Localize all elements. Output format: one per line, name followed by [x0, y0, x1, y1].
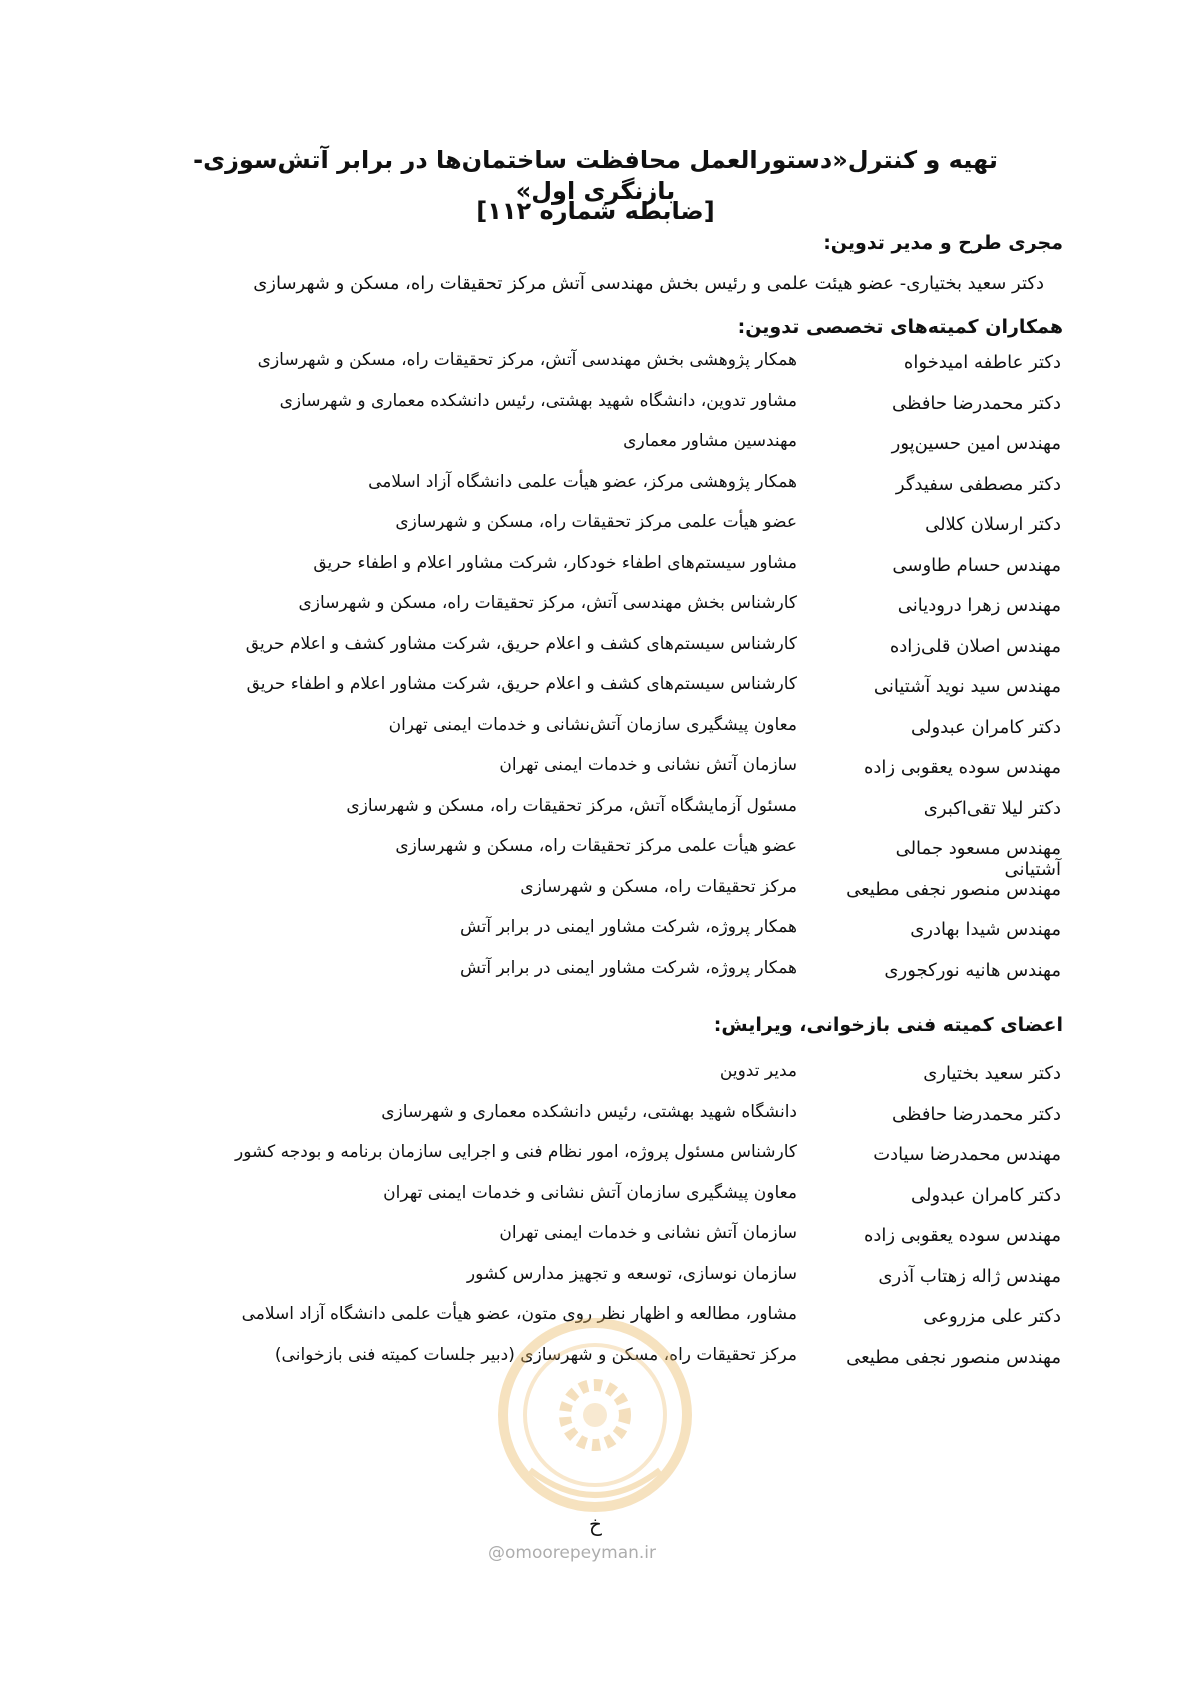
document-title-line1: تهیه و کنترل«دستورالعمل محافظت ساختمان‌ها در برابر آتش‌سوزی-بازنگری اول»: [193, 146, 998, 206]
person-name: مهندس شیدا بهادری: [910, 919, 1061, 940]
person-name: مهندس امین حسین‌پور: [891, 433, 1061, 454]
person-role: سازمان نوسازی، توسعه و تجهیز مدارس کشور: [466, 1263, 797, 1284]
list-item: [120, 1138, 1061, 1179]
list-item: [120, 468, 1061, 509]
list-item: [120, 792, 1061, 833]
person-name: مهندس سوده یعقوبی زاده: [863, 757, 1061, 778]
list-item: [120, 751, 1061, 792]
list-item: [120, 549, 1061, 590]
executor-text: دکتر سعید بختیاری- عضو هیئت علمی و رئیس بخش مهندسی آتش مرکز تحقیقات راه، مسکن و شهرسازی: [253, 273, 1044, 294]
person-name: دکتر کامران عبدولی: [910, 716, 1061, 738]
list-item: [120, 913, 1061, 954]
person-name: مهندس منصور نجفی مطیعی: [846, 1346, 1061, 1368]
list-item: [120, 508, 1061, 549]
list-item: [120, 427, 1061, 468]
person-role: سازمان آتش نشانی و خدمات ایمنی تهران: [499, 755, 797, 775]
person-name: مهندس مسعود جمالی آشتیانی: [895, 838, 1061, 880]
person-name: مهندس سید نوید آشتیانی: [873, 676, 1061, 697]
person-role: همکار پروژه، شرکت مشاور ایمنی در برابر آتش: [459, 957, 797, 978]
list-item: [120, 1057, 1061, 1098]
person-name: مهندس اصلان قلی‌زاده: [889, 635, 1061, 657]
person-name: دکتر لیلا تقی‌اکبری: [923, 797, 1061, 819]
section-heading-collaborators: همکاران کمیته‌های تخصصی تدوین:: [737, 316, 1063, 338]
collaborators-list: [120, 346, 1061, 994]
person-name: مهندس ژاله زهتاب آذری: [878, 1265, 1061, 1287]
list-item: [120, 1179, 1061, 1220]
person-name: دکتر ارسلان کلالی: [925, 514, 1061, 535]
person-role: معاون پیشگیری سازمان آتش نشانی و خدمات ایمنی تهران: [383, 1182, 797, 1203]
person-role: عضو هیأت علمی مرکز تحقیقات راه، مسکن و شهرسازی: [395, 512, 797, 532]
list-item: [120, 630, 1061, 671]
person-role: همکار پروژه، شرکت مشاور ایمنی در برابر آتش: [459, 917, 797, 937]
person-role: معاون پیشگیری سازمان آتش‌نشانی و خدمات ایمنی تهران: [388, 714, 797, 735]
page-number-letter: خ: [589, 1512, 602, 1536]
person-role: مسئول آزمایشگاه آتش، مرکز تحقیقات راه، مسکن و شهرسازی: [346, 795, 797, 816]
person-role: کارشناس بخش مهندسی آتش، مرکز تحقیقات راه، مسکن و شهرسازی: [298, 593, 797, 613]
list-item: [120, 832, 1061, 880]
section-heading-review-committee: اعضای کمیته فنی بازخوانی، ویرایش:: [713, 1014, 1063, 1036]
person-name: مهندس زهرا درودیانی: [897, 595, 1061, 616]
person-name: دکتر محمدرضا حافظی: [892, 1103, 1061, 1125]
seal-watermark: [490, 1310, 700, 1540]
list-item: [120, 711, 1061, 752]
person-name: مهندس سوده یعقوبی زاده: [863, 1225, 1061, 1246]
list-item: [120, 873, 1061, 914]
person-role: مرکز تحقیقات راه، مسکن و شهرسازی: [520, 876, 797, 897]
list-item: [120, 387, 1061, 428]
person-name: دکتر کامران عبدولی: [910, 1184, 1061, 1206]
person-role: همکار پژوهشی مرکز، عضو هیأت علمی دانشگاه آزاد اسلامی: [368, 471, 797, 492]
watermark-text: @omoorepeyman.ir: [488, 1543, 657, 1563]
person-role: مشاور، مطالعه و اظهار نظر روی متون، عضو هیأت علمی دانشگاه آزاد اسلامی: [241, 1304, 797, 1324]
person-role: مهندسین مشاور معماری: [623, 431, 797, 451]
list-item: [120, 1098, 1061, 1139]
person-name: مهندس هانیه نورکجوری: [884, 959, 1061, 981]
person-role: کارشناس سیستم‌های کشف و اعلام حریق، شرکت مشاور اعلام و اطفاء حریق: [246, 674, 797, 694]
person-role: مشاور تدوین، دانشگاه شهید بهشتی، رئیس دانشکده معماری و شهرسازی: [279, 390, 797, 411]
person-role: مشاور سیستم‌های اطفاء خودکار، شرکت مشاور اعلام و اطفاء حریق: [313, 552, 797, 573]
person-role: مرکز تحقیقات راه، مسکن و شهرسازی (دبیر جلسات کمیته فنی بازخوانی): [274, 1344, 797, 1365]
list-item: [120, 589, 1061, 630]
person-name: مهندس منصور نجفی مطیعی: [846, 878, 1061, 900]
person-name: مهندس حسام طاوسی: [892, 554, 1061, 576]
person-name: دکتر مصطفی سفیدگر: [895, 473, 1061, 495]
person-name: دکتر محمدرضا حافظی: [892, 392, 1061, 414]
document-title-line2: [ضابطه شماره ۱۱۲]: [476, 197, 715, 225]
list-item: [120, 954, 1061, 995]
person-name: دکتر عاطفه امیدخواه: [903, 352, 1061, 373]
person-role: عضو هیأت علمی مرکز تحقیقات راه، مسکن و شهرسازی: [395, 836, 797, 856]
list-item: [120, 1260, 1061, 1301]
person-role: مدیر تدوین: [719, 1061, 797, 1081]
person-role: سازمان آتش نشانی و خدمات ایمنی تهران: [499, 1223, 797, 1243]
section-heading-executor: مجری طرح و مدیر تدوین:: [823, 232, 1063, 254]
person-name: مهندس محمدرضا سیادت: [873, 1144, 1061, 1165]
person-role: دانشگاه شهید بهشتی، رئیس دانشکده معماری و شهرسازی: [381, 1101, 797, 1122]
person-role: همکار پژوهشی بخش مهندسی آتش، مرکز تحقیقات راه، مسکن و شهرسازی: [257, 350, 797, 370]
person-name: دکتر سعید بختیاری: [923, 1063, 1061, 1084]
list-item: [120, 670, 1061, 711]
person-name: دکتر علی مزروعی: [923, 1306, 1061, 1327]
person-role: کارشناس سیستم‌های کشف و اعلام حریق، شرکت مشاور کشف و اعلام حریق: [245, 633, 797, 654]
list-item: [120, 346, 1061, 387]
list-item: [120, 1219, 1061, 1260]
person-role: کارشناس مسئول پروژه، امور نظام فنی و اجرایی سازمان برنامه و بودجه کشور: [235, 1142, 797, 1162]
